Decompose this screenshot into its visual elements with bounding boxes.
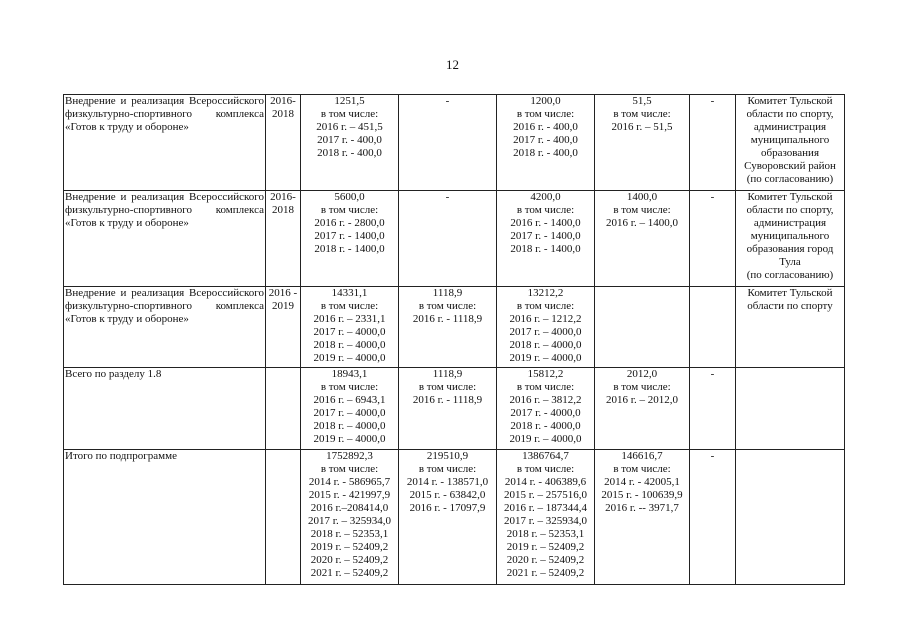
regional-line: 2018 г. – 52353,1: [506, 528, 585, 540]
municipal-line: 2016 г. -- 3971,7: [605, 502, 679, 514]
regional-line: в том числе:: [516, 463, 575, 475]
regional-line: 2017 г. - 400,0: [513, 134, 578, 146]
executor-cell: [736, 450, 845, 585]
municipal-line: 2016 г. – 51,5: [611, 121, 673, 133]
total-amount-cell: [301, 191, 399, 287]
executor-line: муниципального: [750, 134, 830, 146]
federal-line: 219510,9: [426, 450, 469, 462]
period-cell: [266, 191, 301, 287]
total-line: в том числе:: [320, 381, 379, 393]
executor-line: Суворовский район: [744, 160, 836, 172]
total-line: 2017 г. – 4000,0: [313, 326, 386, 338]
executor-line: Комитет Тульской: [747, 191, 833, 203]
regional-line: 2018 г. - 1400,0: [510, 243, 581, 255]
executor-line: образования: [760, 147, 820, 159]
regional-line: 2019 г. – 4000,0: [509, 433, 582, 445]
other-sources-cell: [690, 368, 736, 450]
total-line: 5600,0: [334, 191, 365, 203]
regional-line: 4200,0: [530, 191, 561, 203]
municipal-amount-cell: [595, 95, 690, 191]
executor-cell: [736, 368, 845, 450]
regional-line: 2016 г. - 1400,0: [510, 217, 581, 229]
total-amount-cell: [301, 287, 399, 368]
other-sources-value: -: [710, 95, 715, 107]
regional-line: 2018 г. - 400,0: [513, 147, 578, 159]
other-sources-value: -: [710, 450, 715, 462]
budget-table: [63, 94, 845, 585]
regional-line: 13212,2: [527, 287, 564, 299]
executor-line: администрация: [753, 217, 827, 229]
regional-line: 2016 г. – 187344,4: [503, 502, 588, 514]
table-row: [64, 95, 845, 191]
municipal-line: 2016 г. – 2012,0: [605, 394, 679, 406]
federal-amount-cell: [399, 287, 497, 368]
regional-line: в том числе:: [516, 204, 575, 216]
total-line: 2018 г. – 52353,1: [310, 528, 389, 540]
regional-line: 2019 г. – 4000,0: [509, 352, 582, 364]
federal-line: -: [445, 191, 450, 203]
total-line: 2019 г. – 4000,0: [313, 433, 386, 445]
regional-line: 2019 г. – 52409,2: [506, 541, 585, 553]
total-amount-cell: [301, 368, 399, 450]
municipal-line: 2015 г. - 100639,9: [601, 489, 683, 501]
total-amount-cell: [301, 95, 399, 191]
executor-line: (по согласованию): [746, 269, 834, 281]
executor-line: области по спорту,: [746, 108, 834, 120]
total-line: 1752892,3: [326, 450, 373, 462]
page-number: 12: [446, 57, 459, 72]
regional-line: 1200,0: [530, 95, 561, 107]
federal-line: 1118,9: [432, 368, 463, 380]
regional-line: 2021 г. – 52409,2: [506, 567, 585, 579]
other-sources-cell: [690, 191, 736, 287]
table-row: [64, 450, 845, 585]
total-line: 2018 г. – 4000,0: [313, 339, 386, 351]
total-line: в том числе:: [320, 108, 379, 120]
regional-line: в том числе:: [516, 108, 575, 120]
executor-line: области по спорту,: [746, 204, 834, 216]
measure-name-cell: [64, 287, 266, 368]
municipal-amount-cell: [595, 287, 690, 368]
period: 2016-2018: [270, 191, 296, 216]
total-line: 2017 г. – 325934,0: [307, 515, 392, 527]
federal-amount-cell: [399, 368, 497, 450]
other-sources-value: -: [710, 191, 715, 203]
measure-name-cell: [64, 191, 266, 287]
total-line: 2016 г.–208414,0: [310, 502, 389, 514]
executor-line: Тула: [779, 256, 801, 268]
total-line: 2017 г. - 1400,0: [314, 230, 385, 242]
total-line: 2016 г. – 451,5: [316, 121, 383, 133]
federal-line: 2014 г. - 138571,0: [406, 476, 489, 488]
municipal-line: в том числе:: [613, 381, 671, 393]
total-line: 2016 г. – 2331,1: [313, 313, 386, 325]
federal-line: в том числе:: [418, 300, 477, 312]
total-line: 2017 г. - 400,0: [317, 134, 382, 146]
municipal-line: 2014 г. - 42005,1: [604, 476, 680, 488]
regional-line: 2017 г. – 4000,0: [509, 326, 582, 338]
regional-amount-cell: [497, 450, 595, 585]
other-sources-cell: [690, 450, 736, 585]
measure-name-cell: [64, 368, 266, 450]
executor-line: области по спорту: [747, 300, 833, 312]
total-line: 14331,1: [331, 287, 368, 299]
total-line: в том числе:: [320, 300, 379, 312]
regional-line: в том числе:: [516, 381, 575, 393]
executor-line: Комитет Тульской: [747, 95, 833, 107]
total-line: 2021 г. – 52409,2: [310, 567, 389, 579]
total-line: 2016 г. - 2800,0: [314, 217, 385, 229]
regional-line: 2017 г. - 1400,0: [510, 230, 581, 242]
federal-line: 2016 г. - 1118,9: [412, 394, 483, 406]
other-sources-cell: [690, 95, 736, 191]
total-line: 1251,5: [334, 95, 365, 107]
executor-line: (по согласованию): [746, 173, 834, 185]
total-line: 2018 г. - 400,0: [317, 147, 382, 159]
federal-line: 2015 г. - 63842,0: [409, 489, 486, 501]
regional-line: 15812,2: [527, 368, 564, 380]
municipal-line: 51,5: [632, 95, 652, 107]
measure-name: Внедрение и реализация Всероссийского физкультурно-спортивного комплекса «Готов к труду и обороне»: [65, 191, 264, 229]
municipal-line: в том числе:: [613, 463, 671, 475]
measure-name: Внедрение и реализация Всероссийского физкультурно-спортивного комплекса «Готов к труду и обороне»: [65, 287, 264, 325]
federal-line: в том числе:: [418, 463, 477, 475]
measure-name: Итого по подпрограмме: [65, 450, 177, 462]
period: 2016-2018: [270, 95, 296, 120]
regional-line: 2014 г. - 406389,6: [504, 476, 587, 488]
federal-amount-cell: [399, 95, 497, 191]
municipal-line: в том числе:: [613, 204, 671, 216]
regional-amount-cell: [497, 95, 595, 191]
total-line: 2018 г. – 4000,0: [313, 420, 386, 432]
period-cell: [266, 450, 301, 585]
municipal-amount-cell: [595, 368, 690, 450]
executor-cell: [736, 95, 845, 191]
executor-line: администрация: [753, 121, 827, 133]
regional-line: 2018 г. - 4000,0: [510, 420, 581, 432]
measure-name-cell: [64, 450, 266, 585]
period: 2016 - 2019: [268, 287, 298, 312]
total-line: 2019 г. – 4000,0: [313, 352, 386, 364]
regional-line: 2016 г. – 1212,2: [509, 313, 582, 325]
regional-line: 2016 г. - 400,0: [513, 121, 578, 133]
federal-amount-cell: [399, 191, 497, 287]
total-amount-cell: [301, 450, 399, 585]
municipal-line: 146616,7: [621, 450, 663, 462]
other-sources-value: -: [710, 368, 715, 380]
regional-line: 1386764,7: [522, 450, 569, 462]
municipal-amount-cell: [595, 191, 690, 287]
federal-line: в том числе:: [418, 381, 477, 393]
regional-line: в том числе:: [516, 300, 575, 312]
total-line: 2019 г. – 52409,2: [310, 541, 389, 553]
table-row: [64, 368, 845, 450]
executor-line: муниципального: [750, 230, 830, 242]
federal-line: 2016 г. - 1118,9: [412, 313, 483, 325]
federal-line: 1118,9: [432, 287, 463, 299]
regional-amount-cell: [497, 287, 595, 368]
total-line: 2020 г. – 52409,2: [310, 554, 389, 566]
period-cell: [266, 95, 301, 191]
municipal-line: 1400,0: [626, 191, 658, 203]
total-line: 2016 г. – 6943,1: [313, 394, 386, 406]
regional-line: 2020 г. – 52409,2: [506, 554, 585, 566]
other-sources-cell: [690, 287, 736, 368]
total-line: 18943,1: [331, 368, 368, 380]
period-cell: [266, 368, 301, 450]
table-row: [64, 287, 845, 368]
regional-line: 2017 г. – 325934,0: [503, 515, 588, 527]
measure-name-cell: [64, 95, 266, 191]
measure-name: Всего по разделу 1.8: [65, 368, 162, 380]
total-line: в том числе:: [320, 204, 379, 216]
municipal-line: 2016 г. – 1400,0: [605, 217, 679, 229]
measure-name: Внедрение и реализация Всероссийского физкультурно-спортивного комплекса «Готов к труду и обороне»: [65, 95, 264, 133]
period-cell: [266, 287, 301, 368]
regional-amount-cell: [497, 191, 595, 287]
federal-line: 2016 г. - 17097,9: [409, 502, 486, 514]
total-line: 2014 г. - 586965,7: [308, 476, 391, 488]
total-line: 2015 г. - 421997,9: [308, 489, 391, 501]
total-line: в том числе:: [320, 463, 379, 475]
federal-line: -: [445, 95, 450, 107]
regional-amount-cell: [497, 368, 595, 450]
municipal-amount-cell: [595, 450, 690, 585]
executor-line: Комитет Тульской: [747, 287, 833, 299]
table-row: [64, 191, 845, 287]
municipal-line: в том числе:: [613, 108, 671, 120]
federal-amount-cell: [399, 450, 497, 585]
municipal-line: 2012,0: [626, 368, 658, 380]
total-line: 2017 г. – 4000,0: [313, 407, 386, 419]
executor-cell: [736, 191, 845, 287]
total-line: 2018 г. - 1400,0: [314, 243, 385, 255]
regional-line: 2015 г. – 257516,0: [503, 489, 588, 501]
regional-line: 2016 г. – 3812,2: [509, 394, 582, 406]
executor-cell: [736, 287, 845, 368]
regional-line: 2017 г. - 4000,0: [510, 407, 581, 419]
regional-line: 2018 г. – 4000,0: [509, 339, 582, 351]
executor-line: образования город: [746, 243, 834, 255]
